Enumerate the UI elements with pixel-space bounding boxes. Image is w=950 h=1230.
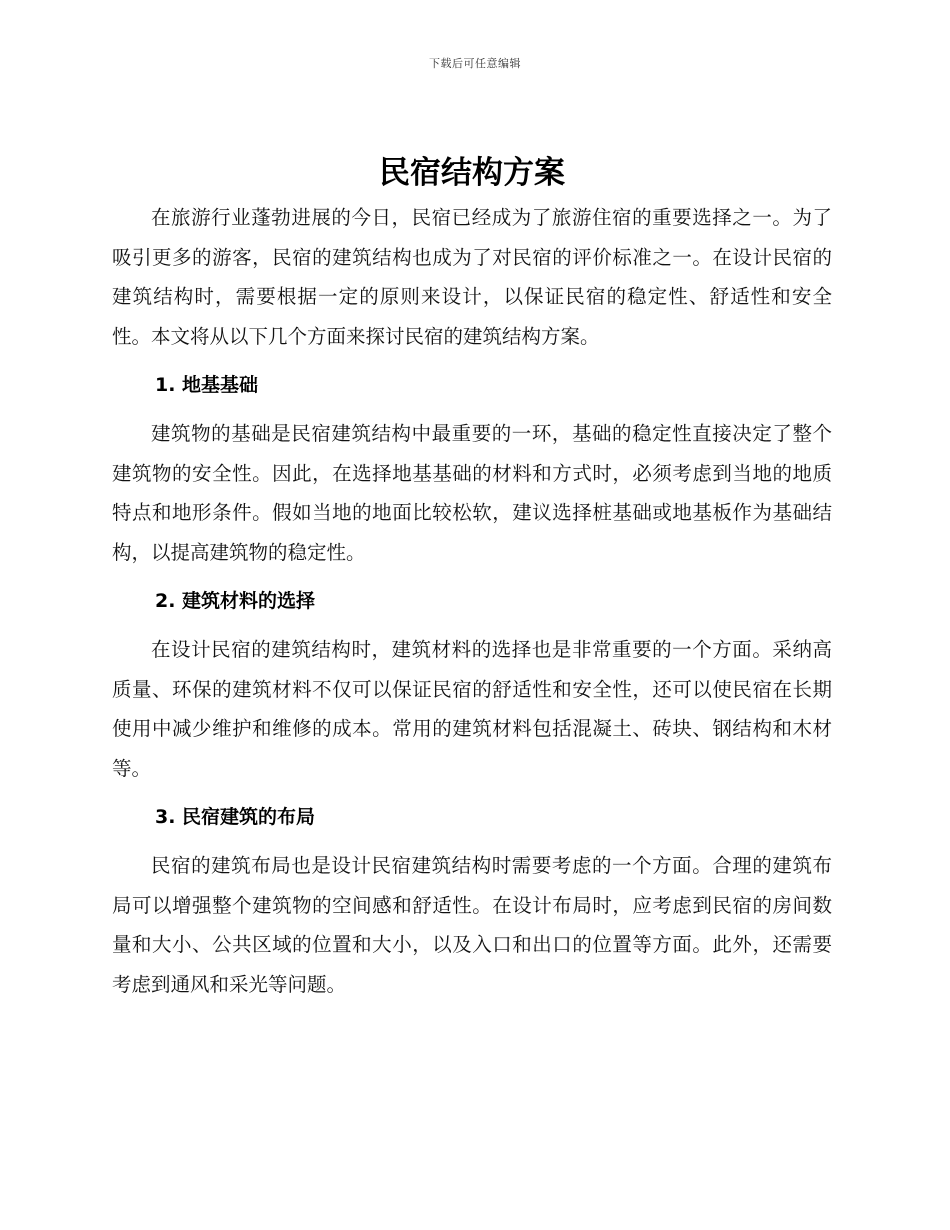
document-title: 民宿结构方案 bbox=[379, 155, 565, 191]
section-body-layout: 民宿的建筑布局也是设计民宿建筑结构时需要考虑的一个方面。合理的建筑布局可以增强整个建筑物的空间感和舒适性。在设计布局时，应考虑到民宿的房间数量和大小、公共区域的位置和大小，以及入口和出口的位置等方面。此外，还需要考虑到通风和采光等问题。 bbox=[112, 854, 832, 996]
section-heading-layout: 3. 民宿建筑的布局 bbox=[155, 806, 316, 828]
intro-paragraph: 在旅游行业蓬勃进展的今日，民宿已经成为了旅游住宿的重要选择之一。为了吸引更多的游客，民宿的建筑结构也成为了对民宿的评价标准之一。在设计民宿的建筑结构时，需要根据一定的原则来设计，以保证民宿的稳定性、舒适性和安全性。本文将从以下几个方面来探讨民宿的建筑结构方案。 bbox=[112, 206, 832, 348]
section-body-foundation: 建筑物的基础是民宿建筑结构中最重要的一环，基础的稳定性直接决定了整个建筑物的安全性。因此，在选择地基基础的材料和方式时，必须考虑到当地的地质特点和地形条件。假如当地的地面比较松软，建议选择桩基础或地基板作为基础结构，以提高建筑物的稳定性。 bbox=[112, 422, 832, 564]
section-body-materials: 在设计民宿的建筑结构时，建筑材料的选择也是非常重要的一个方面。采纳高质量、环保的建筑材料不仅可以保证民宿的舒适性和安全性，还可以使民宿在长期使用中减少维护和维修的成本。常用的建筑材料包括混凝土、砖块、钢结构和木材等。 bbox=[112, 638, 832, 780]
header-note: 下载后可任意编辑 bbox=[429, 57, 521, 70]
section-heading-foundation: 1. 地基基础 bbox=[155, 374, 259, 396]
document-body bbox=[112, 150, 832, 1004]
section-heading-materials: 2. 建筑材料的选择 bbox=[155, 590, 316, 612]
